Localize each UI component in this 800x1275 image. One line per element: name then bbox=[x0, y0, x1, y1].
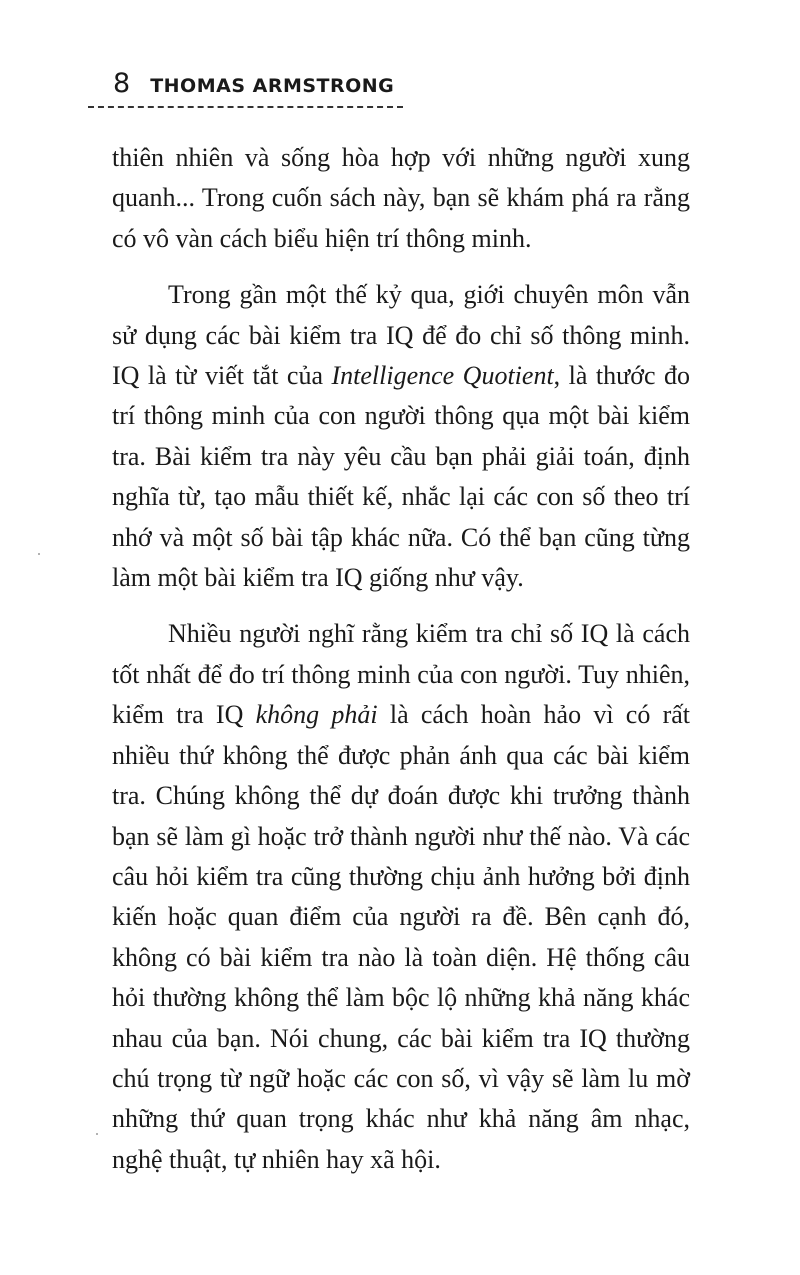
page-number: 8 bbox=[113, 68, 131, 99]
print-speck bbox=[96, 1133, 98, 1135]
print-speck bbox=[38, 553, 40, 555]
paragraph bbox=[112, 614, 690, 1180]
body-text bbox=[112, 138, 690, 1180]
text-segment: Nhiều người nghĩ rằng kiểm tra chỉ số IQ là cách tốt nhất để đo trí thông minh của con người. Tuy nhiên, kiểm tra IQ bbox=[112, 619, 690, 730]
text-segment: Trong gần một thế kỷ qua, giới chuyên môn vẫn sử dụng các bài kiểm tra IQ để đo chỉ số thông minh. IQ là từ viết tắt của bbox=[112, 280, 690, 391]
text-segment: thiên nhiên và sống hòa hợp với những người xung quanh... Trong cuốn sách này, bạn sẽ khám phá ra rằng có vô vàn cách biểu hiện trí thông minh. bbox=[112, 143, 690, 253]
author-name: THOMAS ARMSTRONG bbox=[150, 75, 395, 97]
text-segment: là cách hoàn hảo vì có rất nhiều thứ không thể được phản ánh qua các bài kiểm tra. Chúng không thể dự đoán được khi trưởng thành bạn sẽ làm gì hoặc trở thành người như thế nào. Và các câu hỏi kiểm tra cũng thường chịu ảnh hưởng bởi định kiến hoặc quan điểm của người ra đề. Bên cạnh đó, không có bài kiểm tra nào là toàn diện. Hệ thống câu hỏi thường không thể làm bộc lộ những khả năng khác nhau của bạn. Nói chung, các bài kiểm tra IQ thường chú trọng từ ngữ hoặc các con số, vì vậy sẽ làm lu mờ những thứ quan trọng khác như khả năng âm nhạc, nghệ thuật, tự nhiên hay xã hội. bbox=[112, 700, 690, 1174]
italic-term: Intelligence Quotient bbox=[331, 361, 554, 391]
text-segment: , là thước đo trí thông minh của con người thông qụa một bài kiểm tra. Bài kiểm tra này yêu cầu bạn phải giải toán, định nghĩa từ, tạo mẫu thiết kế, nhắc lại các con số theo trí nhớ và một số bài tập khác nữa. Có thể bạn cũng từng làm một bài kiểm tra IQ giống như vậy. bbox=[112, 361, 690, 593]
paragraph bbox=[112, 138, 690, 259]
paragraph bbox=[112, 275, 690, 598]
italic-emphasis: không phải bbox=[255, 700, 378, 730]
header-dashed-rule bbox=[88, 106, 403, 108]
running-header bbox=[113, 68, 394, 99]
